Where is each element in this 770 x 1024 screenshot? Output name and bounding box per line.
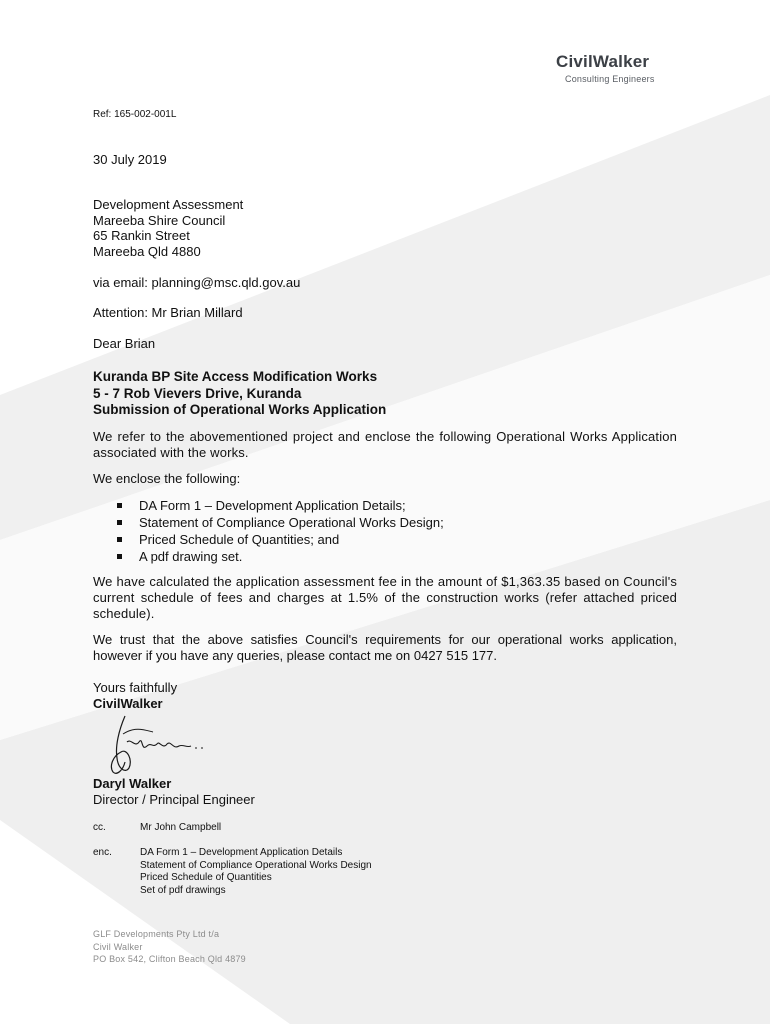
enc-label: enc. (93, 847, 112, 858)
enclosure-item: DA Form 1 – Development Application Details (140, 847, 343, 858)
via-email-line: via email: planning@msc.qld.gov.au (93, 275, 301, 290)
list-item-text: Statement of Compliance Operational Works Design; (139, 515, 444, 530)
recipient-address-line: 65 Rankin Street (93, 228, 190, 243)
list-item (117, 497, 444, 514)
closing-block (93, 680, 177, 711)
subject-heading (93, 369, 386, 419)
attention-line: Attention: Mr Brian Millard (93, 305, 243, 320)
cc-recipient: Mr John Campbell (140, 822, 222, 833)
bullet-square-icon (117, 554, 122, 559)
footer-line: GLF Developments Pty Ltd t/a (93, 929, 220, 939)
enclose-intro: We enclose the following: (93, 471, 241, 486)
signatory-block (93, 776, 255, 807)
subject-line: 5 - 7 Rob Vievers Drive, Kuranda (93, 385, 302, 401)
footer-line: PO Box 542, Clifton Beach Qld 4879 (93, 954, 246, 964)
enclosure-list (117, 497, 444, 565)
recipient-address (93, 197, 243, 259)
enclosure-item: Priced Schedule of Quantities (140, 872, 272, 883)
recipient-address-line: Mareeba Shire Council (93, 212, 226, 228)
list-item-text: DA Form 1 – Development Application Details; (139, 498, 406, 513)
recipient-address-line: Development Assessment (93, 197, 244, 212)
list-item (117, 531, 444, 548)
signatory-name: Daryl Walker (93, 776, 172, 791)
body-paragraph-contact: We trust that the above satisfies Council's requirements for our operational works application, however if you have any queries, please contact me on 0427 515 177. (93, 632, 677, 663)
enclosure-item: Statement of Compliance Operational Works Design (140, 859, 372, 871)
enclosure-summary (140, 847, 372, 897)
letterhead-company-name: CivilWalker (556, 52, 650, 71)
body-paragraph-fee: We have calculated the application assessment fee in the amount of $1,363.35 based on Council's current schedule of fees and charges at 1.5% of the construction works (refer attached priced schedule). (93, 574, 677, 621)
list-item (117, 548, 444, 565)
list-item-text: Priced Schedule of Quantities; and (139, 532, 340, 547)
signatory-title: Director / Principal Engineer (93, 791, 255, 807)
salutation: Dear Brian (93, 336, 156, 351)
footer-company-details (93, 928, 246, 966)
handwritten-signature (105, 712, 215, 782)
valediction: Yours faithfully (93, 680, 178, 695)
list-item (117, 514, 444, 531)
footer-line: Civil Walker (93, 941, 143, 952)
reference-number: Ref: 165-002-001L (93, 109, 177, 120)
list-item-text: A pdf drawing set. (139, 549, 243, 564)
closing-company: CivilWalker (93, 695, 163, 711)
recipient-address-line: Mareeba Qld 4880 (93, 243, 201, 259)
letterhead-tagline: Consulting Engineers (565, 74, 655, 84)
bullet-square-icon (117, 537, 122, 542)
enclosure-item: Set of pdf drawings (140, 884, 226, 896)
subject-line: Submission of Operational Works Application (93, 402, 387, 417)
bullet-square-icon (117, 520, 122, 525)
cc-label: cc. (93, 822, 106, 833)
body-paragraph-intro: We refer to the abovementioned project and enclose the following Operational Works Application associated with the works. (93, 429, 677, 460)
bullet-square-icon (117, 503, 122, 508)
letter-date: 30 July 2019 (93, 152, 167, 167)
subject-line: Kuranda BP Site Access Modification Works (93, 369, 378, 384)
